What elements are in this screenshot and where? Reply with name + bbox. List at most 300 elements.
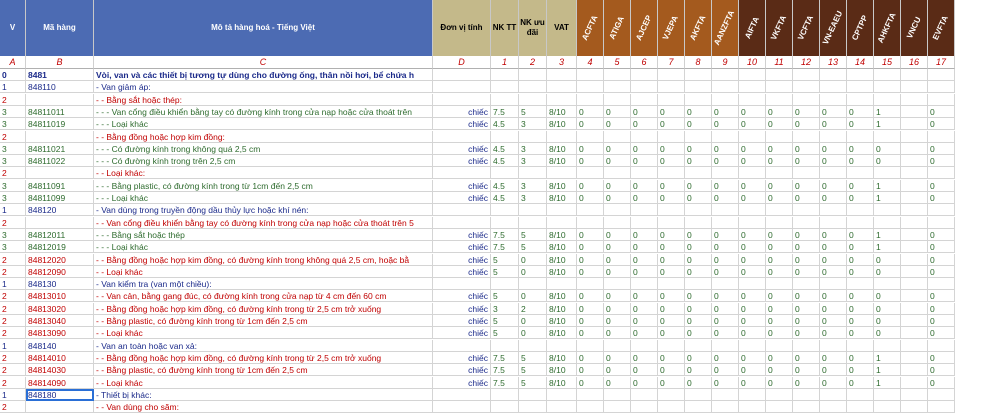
cell-code[interactable]: 848120 <box>26 204 94 216</box>
cell-akfta[interactable] <box>685 340 712 352</box>
cell-vcfta[interactable]: 0 <box>793 229 820 241</box>
header-v[interactable] <box>0 0 26 56</box>
cell-ajcep[interactable] <box>631 217 658 229</box>
cell-nktt[interactable]: 4.5 <box>491 180 519 192</box>
cell-nktt[interactable] <box>491 131 519 143</box>
cell-v[interactable]: 2 <box>0 254 26 266</box>
cell-ahkfta[interactable]: 1 <box>874 180 901 192</box>
cell-evfta[interactable]: 0 <box>928 377 955 389</box>
cell-vat[interactable]: 8/10 <box>547 266 577 278</box>
cell-akfta[interactable]: 0 <box>685 180 712 192</box>
cell-vcfta[interactable]: 0 <box>793 106 820 118</box>
cell-evfta[interactable]: 0 <box>928 254 955 266</box>
cell-nkud[interactable]: 2 <box>519 303 547 315</box>
cell-aanzfta[interactable]: 0 <box>712 266 739 278</box>
cell-evfta[interactable]: 0 <box>928 229 955 241</box>
cell-unit[interactable]: chiếc <box>433 254 491 266</box>
cell-vncu[interactable] <box>901 204 928 216</box>
cell-vkfta[interactable] <box>766 204 793 216</box>
cell-nkud[interactable]: 3 <box>519 143 547 155</box>
cell-desc[interactable]: - - Bằng đồng hoặc hợp kim đồng, có đường kính trong không quá 2,5 cm, hoặc bằ <box>94 254 433 266</box>
cell-code[interactable] <box>26 131 94 143</box>
cell-atiga[interactable]: 0 <box>604 241 631 253</box>
cell-unit[interactable] <box>433 401 491 413</box>
cell-aifta[interactable] <box>739 401 766 413</box>
cell-vncu[interactable] <box>901 327 928 339</box>
cell-vkfta[interactable]: 0 <box>766 118 793 130</box>
cell-vncu[interactable] <box>901 352 928 364</box>
cell-vcfta[interactable] <box>793 340 820 352</box>
header-vncu[interactable] <box>901 0 928 56</box>
cell-ahkfta[interactable] <box>874 401 901 413</box>
cell-aifta[interactable]: 0 <box>739 155 766 167</box>
cell-vat[interactable]: 8/10 <box>547 180 577 192</box>
cell-ahkfta[interactable]: 1 <box>874 377 901 389</box>
cell-code[interactable]: 84813010 <box>26 290 94 302</box>
cell-atiga[interactable]: 0 <box>604 290 631 302</box>
cell-nktt[interactable] <box>491 217 519 229</box>
cell-ahkfta[interactable] <box>874 217 901 229</box>
cell-desc[interactable]: - - Loại khác <box>94 266 433 278</box>
cell-vcfta[interactable]: 0 <box>793 327 820 339</box>
cell-code[interactable]: 848180 <box>26 389 94 401</box>
cell-vneaeu[interactable]: 0 <box>820 364 847 376</box>
cell-desc[interactable]: - - - Có đường kính trong trên 2,5 cm <box>94 155 433 167</box>
cell-vat[interactable]: 8/10 <box>547 254 577 266</box>
cell-nktt[interactable]: 3 <box>491 303 519 315</box>
column-letter[interactable]: B <box>26 56 94 69</box>
cell-desc[interactable]: - - Bằng đồng hoặc hợp kim đồng, có đường kính trong từ 2,5 cm trở xuống <box>94 352 433 364</box>
cell-aifta[interactable] <box>739 94 766 106</box>
cell-unit[interactable]: chiếc <box>433 352 491 364</box>
cell-vncu[interactable] <box>901 254 928 266</box>
cell-nktt[interactable] <box>491 389 519 401</box>
cell-unit[interactable] <box>433 69 491 81</box>
cell-nkud[interactable]: 0 <box>519 266 547 278</box>
cell-vcfta[interactable]: 0 <box>793 352 820 364</box>
cell-akfta[interactable] <box>685 94 712 106</box>
cell-evfta[interactable]: 0 <box>928 106 955 118</box>
header-nkud[interactable] <box>519 0 547 56</box>
cell-v[interactable]: 3 <box>0 241 26 253</box>
cell-nkud[interactable] <box>519 278 547 290</box>
cell-vcfta[interactable] <box>793 81 820 93</box>
cell-aanzfta[interactable]: 0 <box>712 315 739 327</box>
cell-nktt[interactable]: 7.5 <box>491 352 519 364</box>
cell-evfta[interactable] <box>928 204 955 216</box>
cell-acfta[interactable] <box>577 389 604 401</box>
cell-vjepa[interactable] <box>658 204 685 216</box>
cell-v[interactable]: 2 <box>0 401 26 413</box>
cell-vneaeu[interactable] <box>820 94 847 106</box>
cell-v[interactable]: 2 <box>0 303 26 315</box>
cell-cptpp[interactable]: 0 <box>847 106 874 118</box>
cell-vjepa[interactable] <box>658 94 685 106</box>
cell-unit[interactable]: chiếc <box>433 266 491 278</box>
cell-ajcep[interactable]: 0 <box>631 377 658 389</box>
cell-vncu[interactable] <box>901 69 928 81</box>
cell-akfta[interactable] <box>685 131 712 143</box>
cell-vneaeu[interactable] <box>820 69 847 81</box>
cell-atiga[interactable]: 0 <box>604 352 631 364</box>
cell-atiga[interactable]: 0 <box>604 377 631 389</box>
cell-vcfta[interactable]: 0 <box>793 315 820 327</box>
cell-vjepa[interactable]: 0 <box>658 290 685 302</box>
cell-aifta[interactable] <box>739 204 766 216</box>
cell-vkfta[interactable]: 0 <box>766 155 793 167</box>
cell-atiga[interactable] <box>604 131 631 143</box>
cell-ajcep[interactable]: 0 <box>631 180 658 192</box>
cell-akfta[interactable]: 0 <box>685 254 712 266</box>
cell-vneaeu[interactable]: 0 <box>820 290 847 302</box>
cell-ajcep[interactable]: 0 <box>631 155 658 167</box>
cell-ahkfta[interactable]: 1 <box>874 352 901 364</box>
cell-cptpp[interactable] <box>847 167 874 179</box>
cell-vat[interactable]: 8/10 <box>547 143 577 155</box>
cell-atiga[interactable]: 0 <box>604 229 631 241</box>
cell-evfta[interactable] <box>928 340 955 352</box>
cell-code[interactable]: 84813020 <box>26 303 94 315</box>
cell-vat[interactable]: 8/10 <box>547 327 577 339</box>
cell-code[interactable] <box>26 217 94 229</box>
cell-cptpp[interactable] <box>847 94 874 106</box>
cell-vjepa[interactable]: 0 <box>658 303 685 315</box>
cell-code[interactable] <box>26 94 94 106</box>
cell-vncu[interactable] <box>901 340 928 352</box>
cell-vjepa[interactable] <box>658 81 685 93</box>
header-unit[interactable] <box>433 0 491 56</box>
cell-acfta[interactable] <box>577 81 604 93</box>
cell-code[interactable]: 848140 <box>26 340 94 352</box>
cell-code[interactable]: 84812020 <box>26 254 94 266</box>
cell-vjepa[interactable] <box>658 278 685 290</box>
cell-code[interactable]: 84812090 <box>26 266 94 278</box>
cell-nkud[interactable]: 5 <box>519 106 547 118</box>
cell-vcfta[interactable]: 0 <box>793 155 820 167</box>
cell-nktt[interactable] <box>491 81 519 93</box>
header-aanzfta[interactable] <box>712 0 739 56</box>
cell-ajcep[interactable]: 0 <box>631 254 658 266</box>
cell-vkfta[interactable] <box>766 278 793 290</box>
cell-desc[interactable]: - - Bằng đồng hoặc hợp kim đồng, có đường kính trong từ 2,5 cm trở xuống <box>94 303 433 315</box>
cell-vneaeu[interactable] <box>820 217 847 229</box>
cell-ahkfta[interactable]: 1 <box>874 118 901 130</box>
cell-nkud[interactable] <box>519 81 547 93</box>
column-letter[interactable]: 4 <box>577 56 604 69</box>
cell-nkud[interactable]: 5 <box>519 364 547 376</box>
cell-aifta[interactable]: 0 <box>739 229 766 241</box>
cell-nkud[interactable] <box>519 69 547 81</box>
cell-akfta[interactable] <box>685 278 712 290</box>
column-letter[interactable]: 1 <box>491 56 519 69</box>
cell-nktt[interactable]: 7.5 <box>491 106 519 118</box>
column-letter[interactable]: 3 <box>547 56 577 69</box>
cell-cptpp[interactable]: 0 <box>847 377 874 389</box>
cell-nktt[interactable]: 7.5 <box>491 364 519 376</box>
cell-vat[interactable] <box>547 131 577 143</box>
cell-vcfta[interactable]: 0 <box>793 241 820 253</box>
cell-cptpp[interactable]: 0 <box>847 155 874 167</box>
cell-akfta[interactable]: 0 <box>685 241 712 253</box>
cell-vcfta[interactable] <box>793 401 820 413</box>
cell-evfta[interactable]: 0 <box>928 118 955 130</box>
cell-desc[interactable]: - Van dùng trong truyền động dầu thủy lực hoặc khí nén: <box>94 204 433 216</box>
cell-vncu[interactable] <box>901 377 928 389</box>
cell-acfta[interactable]: 0 <box>577 290 604 302</box>
cell-atiga[interactable]: 0 <box>604 143 631 155</box>
cell-vkfta[interactable] <box>766 94 793 106</box>
cell-nktt[interactable] <box>491 204 519 216</box>
cell-v[interactable]: 3 <box>0 118 26 130</box>
column-letter[interactable]: 12 <box>793 56 820 69</box>
cell-desc[interactable]: - - Bằng plastic, có đường kính trong từ 1cm đến 2,5 cm <box>94 315 433 327</box>
cell-aanzfta[interactable]: 0 <box>712 303 739 315</box>
cell-ajcep[interactable] <box>631 167 658 179</box>
cell-vkfta[interactable] <box>766 81 793 93</box>
cell-vjepa[interactable]: 0 <box>658 315 685 327</box>
cell-vcfta[interactable] <box>793 217 820 229</box>
cell-akfta[interactable] <box>685 81 712 93</box>
cell-vjepa[interactable]: 0 <box>658 180 685 192</box>
cell-evfta[interactable]: 0 <box>928 364 955 376</box>
cell-vncu[interactable] <box>901 217 928 229</box>
cell-acfta[interactable]: 0 <box>577 106 604 118</box>
cell-vneaeu[interactable] <box>820 401 847 413</box>
cell-vkfta[interactable]: 0 <box>766 266 793 278</box>
cell-ahkfta[interactable]: 1 <box>874 364 901 376</box>
cell-atiga[interactable]: 0 <box>604 155 631 167</box>
cell-aifta[interactable]: 0 <box>739 290 766 302</box>
cell-akfta[interactable] <box>685 167 712 179</box>
cell-nktt[interactable]: 4.5 <box>491 192 519 204</box>
cell-vjepa[interactable] <box>658 389 685 401</box>
cell-aanzfta[interactable] <box>712 131 739 143</box>
cell-aanzfta[interactable]: 0 <box>712 229 739 241</box>
cell-vat[interactable]: 8/10 <box>547 290 577 302</box>
cell-aanzfta[interactable] <box>712 340 739 352</box>
cell-acfta[interactable]: 0 <box>577 327 604 339</box>
cell-vat[interactable] <box>547 94 577 106</box>
cell-aifta[interactable]: 0 <box>739 241 766 253</box>
cell-acfta[interactable]: 0 <box>577 180 604 192</box>
cell-code[interactable]: 84811091 <box>26 180 94 192</box>
header-akfta[interactable] <box>685 0 712 56</box>
cell-acfta[interactable]: 0 <box>577 352 604 364</box>
cell-vkfta[interactable]: 0 <box>766 352 793 364</box>
cell-vcfta[interactable]: 0 <box>793 377 820 389</box>
cell-vcfta[interactable]: 0 <box>793 364 820 376</box>
column-letter[interactable]: 8 <box>685 56 712 69</box>
cell-nkud[interactable] <box>519 131 547 143</box>
cell-unit[interactable] <box>433 389 491 401</box>
cell-desc[interactable]: - - Loại khác <box>94 327 433 339</box>
cell-akfta[interactable]: 0 <box>685 352 712 364</box>
column-letter[interactable]: 16 <box>901 56 928 69</box>
cell-desc[interactable]: - - Bằng đồng hoặc hợp kim đồng: <box>94 131 433 143</box>
cell-ahkfta[interactable]: 1 <box>874 106 901 118</box>
cell-acfta[interactable] <box>577 340 604 352</box>
cell-unit[interactable]: chiếc <box>433 377 491 389</box>
cell-vjepa[interactable]: 0 <box>658 106 685 118</box>
cell-vat[interactable] <box>547 401 577 413</box>
cell-acfta[interactable] <box>577 167 604 179</box>
cell-akfta[interactable] <box>685 217 712 229</box>
header-ahkfta[interactable] <box>874 0 901 56</box>
cell-ajcep[interactable] <box>631 94 658 106</box>
cell-code[interactable]: 84813090 <box>26 327 94 339</box>
cell-code[interactable]: 84813040 <box>26 315 94 327</box>
cell-atiga[interactable]: 0 <box>604 315 631 327</box>
cell-vncu[interactable] <box>901 315 928 327</box>
cell-aifta[interactable]: 0 <box>739 254 766 266</box>
cell-aanzfta[interactable] <box>712 69 739 81</box>
cell-vcfta[interactable]: 0 <box>793 118 820 130</box>
cell-evfta[interactable] <box>928 401 955 413</box>
cell-acfta[interactable]: 0 <box>577 192 604 204</box>
cell-evfta[interactable]: 0 <box>928 352 955 364</box>
cell-vkfta[interactable]: 0 <box>766 180 793 192</box>
cell-evfta[interactable] <box>928 217 955 229</box>
cell-vcfta[interactable] <box>793 278 820 290</box>
cell-vcfta[interactable] <box>793 69 820 81</box>
cell-cptpp[interactable]: 0 <box>847 180 874 192</box>
cell-acfta[interactable] <box>577 217 604 229</box>
cell-nktt[interactable] <box>491 94 519 106</box>
cell-atiga[interactable] <box>604 401 631 413</box>
cell-vjepa[interactable] <box>658 340 685 352</box>
cell-vjepa[interactable]: 0 <box>658 254 685 266</box>
cell-nkud[interactable]: 3 <box>519 180 547 192</box>
cell-ahkfta[interactable]: 0 <box>874 143 901 155</box>
cell-atiga[interactable]: 0 <box>604 303 631 315</box>
cell-ajcep[interactable] <box>631 204 658 216</box>
cell-ajcep[interactable] <box>631 131 658 143</box>
cell-nktt[interactable]: 4.5 <box>491 118 519 130</box>
cell-v[interactable]: 2 <box>0 131 26 143</box>
column-letter[interactable]: 14 <box>847 56 874 69</box>
cell-ahkfta[interactable]: 0 <box>874 254 901 266</box>
cell-cptpp[interactable] <box>847 131 874 143</box>
cell-aanzfta[interactable] <box>712 389 739 401</box>
cell-atiga[interactable] <box>604 81 631 93</box>
cell-desc[interactable]: - - Van dùng cho săm: <box>94 401 433 413</box>
cell-aifta[interactable] <box>739 389 766 401</box>
cell-evfta[interactable] <box>928 94 955 106</box>
cell-code[interactable] <box>26 401 94 413</box>
cell-akfta[interactable]: 0 <box>685 303 712 315</box>
cell-desc[interactable]: - - - Loại khác <box>94 241 433 253</box>
cell-nkud[interactable] <box>519 217 547 229</box>
cell-vjepa[interactable]: 0 <box>658 241 685 253</box>
cell-desc[interactable]: - - - Loại khác <box>94 118 433 130</box>
cell-cptpp[interactable]: 0 <box>847 352 874 364</box>
cell-nkud[interactable] <box>519 167 547 179</box>
cell-unit[interactable]: chiếc <box>433 290 491 302</box>
cell-vneaeu[interactable]: 0 <box>820 155 847 167</box>
header-code[interactable] <box>26 0 94 56</box>
cell-v[interactable]: 0 <box>0 69 26 81</box>
cell-atiga[interactable] <box>604 204 631 216</box>
cell-vcfta[interactable] <box>793 94 820 106</box>
cell-ajcep[interactable]: 0 <box>631 327 658 339</box>
cell-aifta[interactable] <box>739 340 766 352</box>
cell-nktt[interactable]: 7.5 <box>491 241 519 253</box>
cell-acfta[interactable] <box>577 69 604 81</box>
cell-aifta[interactable] <box>739 278 766 290</box>
cell-cptpp[interactable]: 0 <box>847 327 874 339</box>
cell-vncu[interactable] <box>901 167 928 179</box>
cell-code[interactable]: 84811021 <box>26 143 94 155</box>
cell-acfta[interactable]: 0 <box>577 254 604 266</box>
cell-atiga[interactable] <box>604 217 631 229</box>
cell-vneaeu[interactable]: 0 <box>820 266 847 278</box>
cell-aifta[interactable] <box>739 69 766 81</box>
cell-ajcep[interactable] <box>631 389 658 401</box>
cell-vcfta[interactable]: 0 <box>793 290 820 302</box>
cell-vncu[interactable] <box>901 94 928 106</box>
cell-ajcep[interactable] <box>631 81 658 93</box>
cell-vcfta[interactable]: 0 <box>793 180 820 192</box>
cell-v[interactable]: 1 <box>0 278 26 290</box>
cell-vat[interactable]: 8/10 <box>547 241 577 253</box>
cell-unit[interactable]: chiếc <box>433 106 491 118</box>
column-letter[interactable]: D <box>433 56 491 69</box>
cell-aanzfta[interactable]: 0 <box>712 180 739 192</box>
cell-aifta[interactable] <box>739 167 766 179</box>
cell-vcfta[interactable] <box>793 167 820 179</box>
cell-aanzfta[interactable] <box>712 217 739 229</box>
cell-akfta[interactable]: 0 <box>685 229 712 241</box>
cell-cptpp[interactable] <box>847 69 874 81</box>
cell-nkud[interactable]: 3 <box>519 192 547 204</box>
cell-unit[interactable] <box>433 131 491 143</box>
cell-aanzfta[interactable]: 0 <box>712 241 739 253</box>
cell-ahkfta[interactable] <box>874 389 901 401</box>
cell-ahkfta[interactable]: 1 <box>874 192 901 204</box>
cell-ajcep[interactable] <box>631 278 658 290</box>
cell-nktt[interactable] <box>491 340 519 352</box>
cell-acfta[interactable]: 0 <box>577 315 604 327</box>
cell-desc[interactable]: - - Loại khác <box>94 377 433 389</box>
cell-unit[interactable]: chiếc <box>433 364 491 376</box>
cell-nkud[interactable] <box>519 204 547 216</box>
cell-evfta[interactable] <box>928 131 955 143</box>
cell-unit[interactable]: chiếc <box>433 118 491 130</box>
cell-unit[interactable] <box>433 278 491 290</box>
cell-vncu[interactable] <box>901 364 928 376</box>
cell-aanzfta[interactable] <box>712 94 739 106</box>
cell-acfta[interactable] <box>577 278 604 290</box>
cell-vkfta[interactable]: 0 <box>766 364 793 376</box>
header-vkfta[interactable] <box>766 0 793 56</box>
cell-nktt[interactable]: 4.5 <box>491 143 519 155</box>
cell-aanzfta[interactable] <box>712 81 739 93</box>
cell-vjepa[interactable]: 0 <box>658 192 685 204</box>
cell-evfta[interactable]: 0 <box>928 192 955 204</box>
cell-ahkfta[interactable] <box>874 131 901 143</box>
cell-vjepa[interactable] <box>658 131 685 143</box>
cell-evfta[interactable] <box>928 69 955 81</box>
cell-acfta[interactable] <box>577 401 604 413</box>
cell-v[interactable]: 3 <box>0 192 26 204</box>
cell-vncu[interactable] <box>901 106 928 118</box>
header-vneaeu[interactable] <box>820 0 847 56</box>
cell-aanzfta[interactable]: 0 <box>712 290 739 302</box>
cell-desc[interactable]: - - - Loại khác <box>94 192 433 204</box>
cell-vncu[interactable] <box>901 118 928 130</box>
cell-v[interactable]: 2 <box>0 266 26 278</box>
cell-nkud[interactable] <box>519 94 547 106</box>
